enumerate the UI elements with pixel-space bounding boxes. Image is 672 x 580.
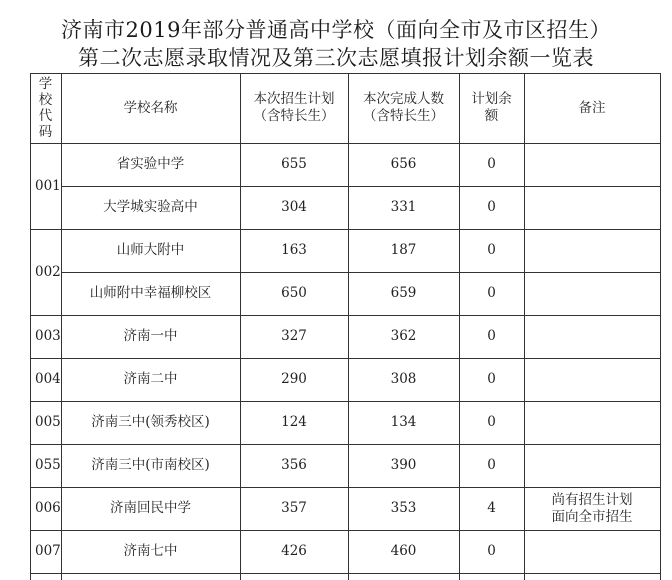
school-name: 山师大附中 xyxy=(116,242,185,258)
remark xyxy=(524,315,660,358)
remark xyxy=(524,186,660,229)
remaining-quota: 0 xyxy=(487,156,496,172)
done-count: 331 xyxy=(390,199,417,215)
plan-count: 290 xyxy=(281,371,307,387)
remaining-quota: 0 xyxy=(487,414,496,430)
school-name: 济南三中(市南校区) xyxy=(91,457,210,473)
school-name: 大学城实验高中 xyxy=(103,199,198,215)
school-name: 济南三中(领秀校区) xyxy=(91,414,210,430)
school-code: 002 xyxy=(35,263,61,280)
plan-count: 357 xyxy=(281,500,307,516)
header-note: 备注 xyxy=(578,99,606,116)
remaining-quota: 4 xyxy=(487,500,496,516)
school-name: 省实验中学 xyxy=(116,156,185,172)
school-code: 004 xyxy=(35,371,61,387)
school-name: 济南一中 xyxy=(123,328,178,344)
header-name: 学校名称 xyxy=(123,99,178,116)
plan-count: 426 xyxy=(281,543,307,559)
remaining-quota: 0 xyxy=(487,371,496,387)
done-count: 460 xyxy=(390,543,417,559)
school-code: 006 xyxy=(35,500,61,516)
remaining-quota: 0 xyxy=(487,285,496,301)
done-count: 656 xyxy=(390,156,417,172)
done-count: 134 xyxy=(390,414,417,430)
plan-count: 655 xyxy=(281,156,307,172)
remark xyxy=(524,530,660,573)
remark xyxy=(524,229,660,272)
plan-count: 124 xyxy=(281,414,307,430)
school-code: 001 xyxy=(35,177,61,194)
school-code: 005 xyxy=(35,414,61,430)
header-code: 学 校 代 码 xyxy=(38,76,53,140)
remark: 尚有招生计划 面向全市招生 xyxy=(551,491,633,525)
remaining-quota: 0 xyxy=(487,543,496,559)
plan-count: 356 xyxy=(281,457,307,473)
plan-count: 327 xyxy=(281,328,307,344)
remark xyxy=(524,143,660,186)
remark xyxy=(524,358,660,401)
done-count: 362 xyxy=(390,328,417,344)
school-name: 济南二中 xyxy=(123,371,178,387)
plan-count: 650 xyxy=(281,285,307,301)
remark xyxy=(524,272,660,315)
remaining-quota: 0 xyxy=(487,199,496,215)
done-count: 390 xyxy=(390,457,417,473)
row-rule xyxy=(30,573,660,574)
done-count: 187 xyxy=(390,242,417,258)
done-count: 308 xyxy=(390,371,417,387)
plan-count: 304 xyxy=(281,199,307,215)
school-name: 济南回民中学 xyxy=(110,500,191,516)
done-count: 659 xyxy=(390,285,417,301)
remaining-quota: 0 xyxy=(487,242,496,258)
remaining-quota: 0 xyxy=(487,457,496,473)
school-code: 007 xyxy=(35,543,61,559)
remaining-quota: 0 xyxy=(487,328,496,344)
header-done: 本次完成人数 （含特长生） xyxy=(363,91,444,124)
plan-count: 163 xyxy=(281,242,307,258)
header-remain: 计划余 额 xyxy=(471,91,512,124)
remark xyxy=(524,401,660,444)
table-title-line-1: 济南市2019年部分普通高中学校（面向全市及市区招生） xyxy=(61,18,611,42)
school-name: 山师附中幸福柳校区 xyxy=(89,285,212,301)
column-rule xyxy=(660,73,661,580)
remark xyxy=(524,444,660,487)
school-name: 济南七中 xyxy=(123,543,178,559)
table-title-line-2: 第二次志愿录取情况及第三次志愿填报计划余额一览表 xyxy=(78,46,594,70)
done-count: 353 xyxy=(390,500,417,516)
school-code: 055 xyxy=(35,457,61,473)
header-plan: 本次招生计划 （含特长生） xyxy=(253,91,335,124)
school-code: 003 xyxy=(35,328,61,344)
